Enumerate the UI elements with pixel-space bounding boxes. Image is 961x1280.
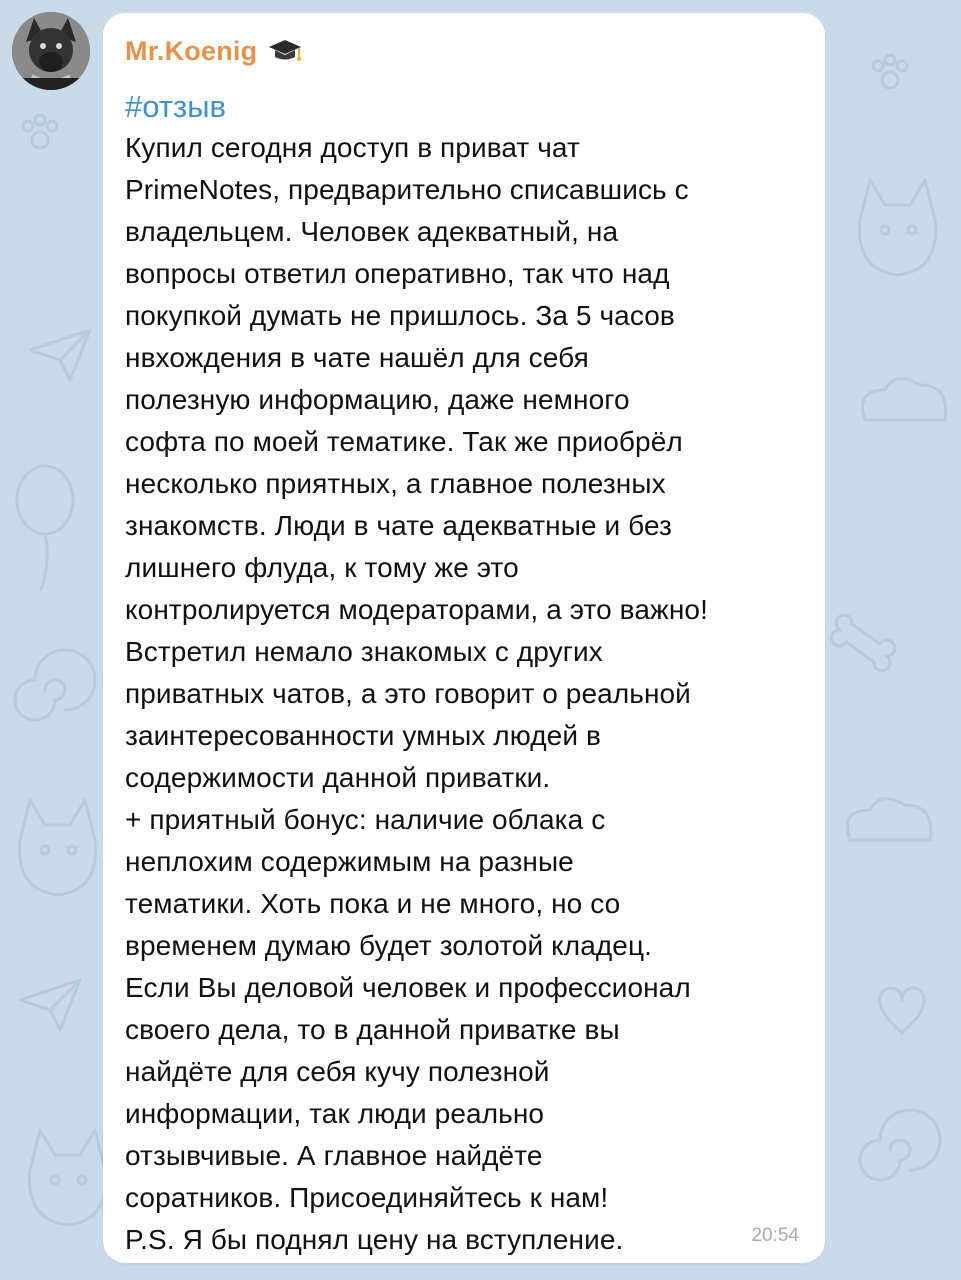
cloud-icon [848, 799, 931, 840]
graduation-cap-icon [267, 38, 303, 64]
hashtag-link[interactable]: #отзыв [125, 89, 226, 124]
cloud-icon [863, 379, 946, 420]
paper-plane-icon [20, 980, 80, 1030]
sender-header [125, 33, 303, 69]
heart-icon [880, 988, 924, 1034]
paw-icon [873, 55, 907, 88]
message-time: 20:54 [751, 1225, 799, 1246]
paper-plane-icon [30, 330, 90, 380]
bone-icon [831, 615, 895, 671]
cat-icon [859, 180, 935, 275]
message-text: Купил сегодня доступ в приват чат PrimeNotes, предварительно списавшись с владельцем. Человек адекватный, на вопросы ответил оперативно, так что над покупкой думать не пришлось. За 5 часов нвхождения в чате нашёл для себя полезную информацию, даже немного софта по моей тематике. Так же приобрёл несколько приятных, а главное полезных знакомств. Люди в чате адекватные и без лишнего флуда, к тому же это контролируется модераторами, а это важно! Встретил немало знакомых с других приватных чатов, а это говорит о реальной заинтересованности умных людей в содержимости данной приватки. + приятный бонус: наличие облака с неплохим содержимым на разные тематики. Хоть пока и не много, но со временем думаю будет золотой кладец. Если Вы деловой человек и профессионал своего дела, то в данной приватке вы найдёте для себя кучу полезной информации, так люди реально отзывчивые. А главное найдёте соратников. Присоединяйтесь к нам! P.S. Я бы поднял цену на вступление. [125, 132, 708, 1255]
sender-name[interactable]: Mr.Koenig [125, 35, 258, 66]
swirl-icon [860, 1110, 940, 1180]
paw-icon [23, 115, 57, 148]
message-bubble[interactable] [103, 13, 825, 1263]
cat-icon [29, 1130, 105, 1225]
balloon-icon [17, 466, 73, 590]
cat-icon [19, 800, 95, 895]
dog-avatar-icon [12, 12, 90, 90]
swirl-icon [15, 650, 95, 720]
sender-avatar[interactable] [12, 12, 90, 90]
